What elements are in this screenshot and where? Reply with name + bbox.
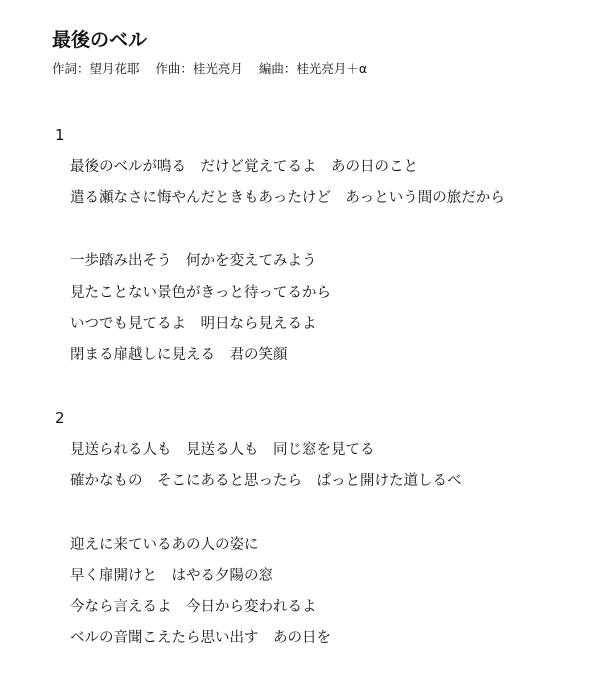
lyric-line: 確かなもの そこにあると思ったら ぱっと開けた道しるべ (70, 473, 462, 489)
lyricist-credit: 作詞：望月花耶 (52, 61, 140, 76)
verse-number: 2 (55, 409, 65, 427)
lyric-line: 早く扉開けと はやる夕陽の窓 (70, 568, 273, 584)
composer-credit: 作曲：桂光亮月 (155, 61, 243, 76)
arranger-credit: 編曲：桂光亮月＋α (258, 61, 368, 76)
lyric-line: いつでも見てるよ 明日なら見えるよ (70, 316, 317, 332)
lyric-line: 遣る瀬なさに悔やんだときもあったけど あっという間の旅だから (70, 190, 505, 206)
lyric-line: 見たことない景色がきっと待ってるから (70, 285, 331, 301)
song-credits (52, 60, 367, 78)
lyric-line: 最後のベルが鳴る だけど覚えてるよ あの日のこと (70, 159, 418, 175)
lyric-line: 見送られる人も 見送る人も 同じ窓を見てる (70, 442, 375, 458)
lyric-line: 一歩踏み出そう 何かを変えてみよう (70, 253, 317, 269)
song-title: 最後のベル (52, 29, 148, 51)
lyric-line: 迎えに来ているあの人の姿に (70, 537, 259, 553)
verse-number: 1 (55, 126, 65, 144)
lyric-line: 今なら言えるよ 今日から変われるよ (70, 599, 317, 615)
lyric-line: ベルの音聞こえたら思い出す あの日を (70, 630, 331, 646)
lyric-line: 閉まる扉越しに見える 君の笑顔 (70, 347, 288, 363)
